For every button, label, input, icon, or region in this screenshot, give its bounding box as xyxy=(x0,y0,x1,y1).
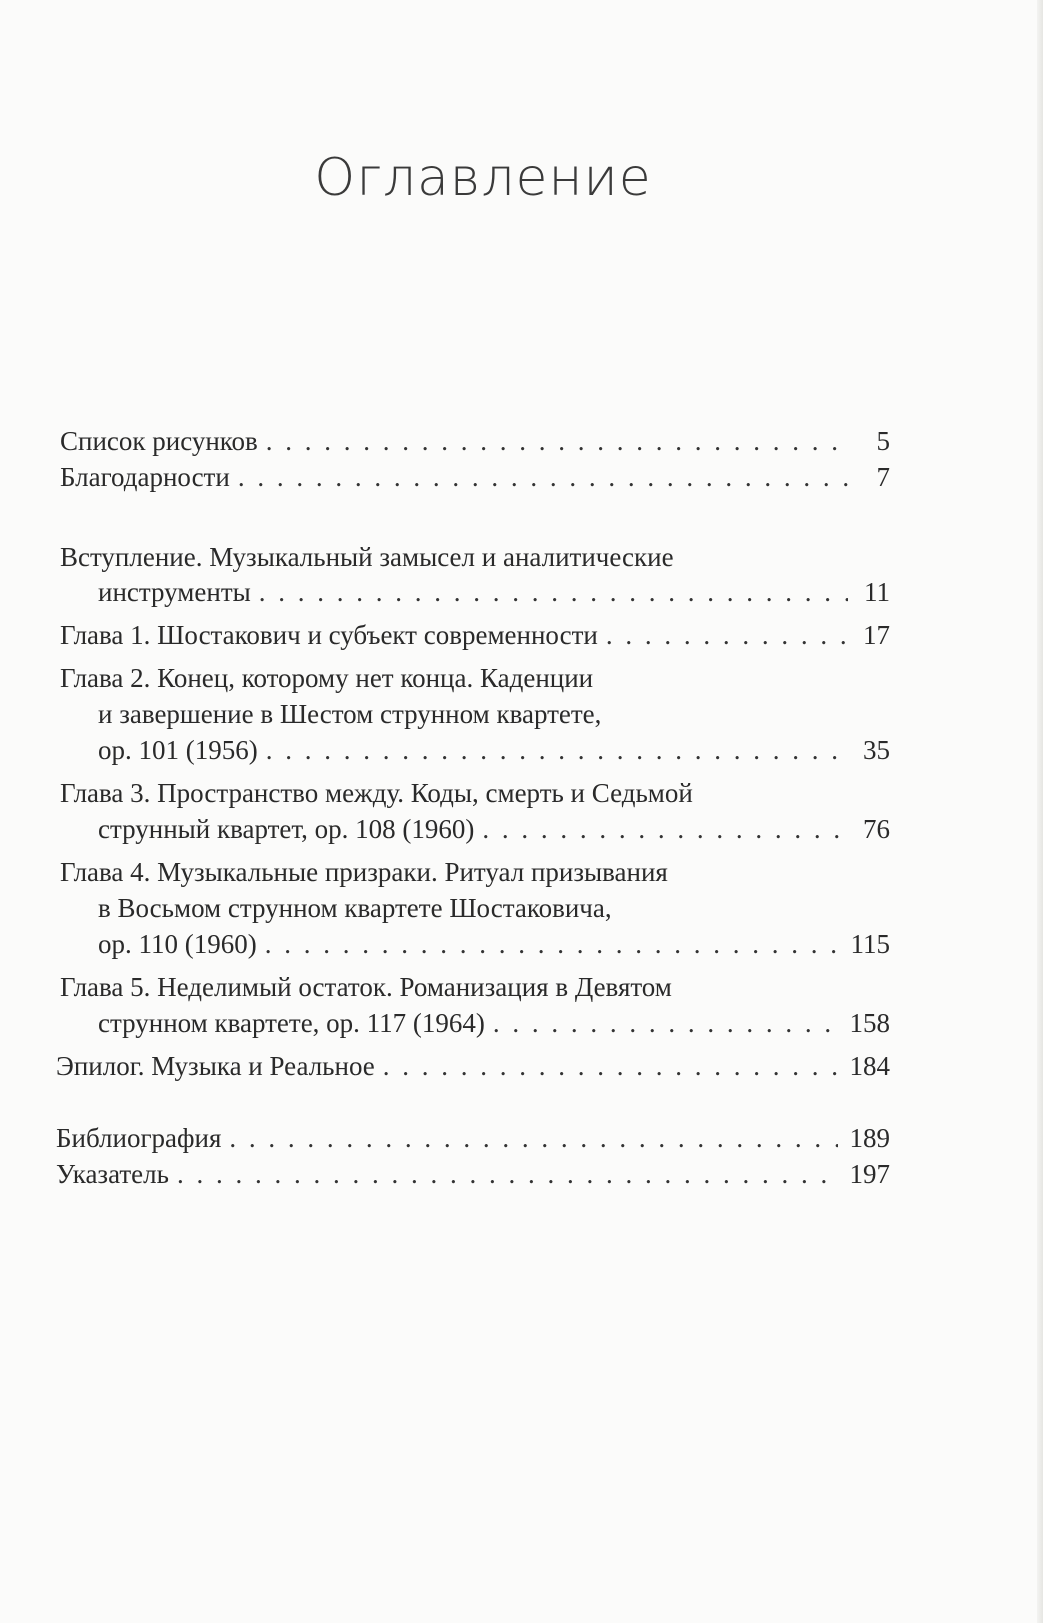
toc-entry-text: op. 110 (1960) xyxy=(98,929,257,959)
toc-entry-text: op. 101 (1956) xyxy=(98,735,258,765)
toc-page-number: 189 xyxy=(849,1123,890,1153)
leader-dots xyxy=(482,812,848,846)
toc-entry-bibliography[interactable] xyxy=(56,1121,890,1155)
toc-entry-text: Вступление. Музыкальный замысел и аналитические xyxy=(60,542,674,572)
toc-entry-text: Эпилог. Музыка и Реальное xyxy=(56,1051,375,1081)
toc-entry-text: Список рисунков xyxy=(60,426,258,456)
toc-entry-text: Библиография xyxy=(56,1123,222,1153)
toc-entry-intro-line1[interactable] xyxy=(60,540,890,574)
toc-entry-acknowledgements[interactable] xyxy=(60,460,890,494)
toc-page-number: 17 xyxy=(863,620,890,650)
toc-page-number: 76 xyxy=(863,814,890,844)
toc-entry-chapter-4-line1[interactable] xyxy=(60,855,890,889)
toc-entry-text: инструменты xyxy=(98,577,251,607)
toc-page-number: 158 xyxy=(849,1008,890,1038)
toc-entry-text: Благодарности xyxy=(60,462,230,492)
toc-entry-chapter-3-line1[interactable] xyxy=(60,776,890,810)
toc-entry-text: Глава 2. Конец, которому нет конца. Каденции xyxy=(60,663,594,693)
toc-page-number: 115 xyxy=(850,929,890,959)
leader-dots xyxy=(177,1157,838,1191)
leader-dots xyxy=(266,733,848,767)
leader-dots xyxy=(606,618,848,652)
leader-dots xyxy=(265,927,839,961)
toc-entry-text: Глава 4. Музыкальные призраки. Ритуал призывания xyxy=(60,857,668,887)
leader-dots xyxy=(259,575,848,609)
leader-dots xyxy=(266,424,848,458)
leader-dots xyxy=(229,1121,837,1155)
toc-page-number: 35 xyxy=(863,735,890,765)
toc-page-number: 184 xyxy=(849,1051,890,1081)
toc-entry-intro-line2[interactable] xyxy=(98,575,890,609)
toc-entry-text: Глава 1. Шостакович и субъект современности xyxy=(60,620,598,650)
toc-entry-text: в Восьмом струнном квартете Шостаковича, xyxy=(98,893,612,923)
toc-entry-index[interactable] xyxy=(56,1157,890,1191)
toc-entry-text: струнном квартете, op. 117 (1964) xyxy=(98,1008,485,1038)
leader-dots xyxy=(238,460,848,494)
toc-entry-chapter-5-line2[interactable] xyxy=(98,1006,890,1040)
leader-dots xyxy=(383,1049,838,1083)
toc-entry-chapter-2-line1[interactable] xyxy=(60,661,890,695)
leader-dots xyxy=(493,1006,838,1040)
toc-page-number: 5 xyxy=(876,426,890,456)
toc-entry-epilogue[interactable] xyxy=(56,1049,890,1083)
toc-entry-chapter-2-line3[interactable] xyxy=(98,733,890,767)
toc-entry-text: и завершение в Шестом струнном квартете, xyxy=(98,699,602,729)
toc-entry-text: Глава 5. Неделимый остаток. Романизация в Девятом xyxy=(60,972,672,1002)
toc-entry-text: Указатель xyxy=(56,1159,169,1189)
page-title: Оглавление xyxy=(314,148,652,208)
toc-entry-chapter-4-line3[interactable] xyxy=(98,927,890,961)
toc-entry-chapter-4-line2[interactable] xyxy=(98,891,890,925)
toc-entry-figures[interactable] xyxy=(60,424,890,458)
toc-entry-chapter-2-line2[interactable] xyxy=(98,697,890,731)
toc-page-number: 7 xyxy=(876,462,890,492)
toc-page-number: 11 xyxy=(864,577,890,607)
toc-page-number: 197 xyxy=(849,1159,890,1189)
toc-entry-chapter-1[interactable] xyxy=(60,618,890,652)
toc-entry-text: Глава 3. Пространство между. Коды, смерть и Седьмой xyxy=(60,778,693,808)
toc-entry-chapter-5-line1[interactable] xyxy=(60,970,890,1004)
toc-entry-chapter-3-line2[interactable] xyxy=(98,812,890,846)
toc-entry-text: струнный квартет, op. 108 (1960) xyxy=(98,814,475,844)
